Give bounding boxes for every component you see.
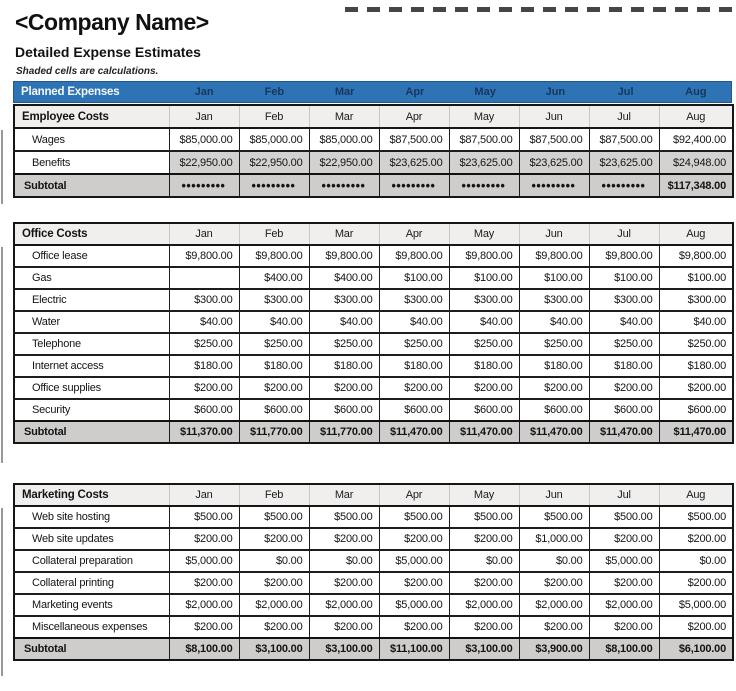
subtotal-value[interactable]: $11,770.00	[239, 421, 309, 443]
cell-value[interactable]: $250.00	[449, 333, 519, 355]
cell-value[interactable]: $300.00	[379, 289, 449, 311]
planned-expenses-header-row	[13, 81, 732, 103]
cell-value[interactable]: $9,800.00	[309, 245, 379, 267]
month-header-cell[interactable]: Mar	[334, 86, 355, 98]
cell-value[interactable]: $2,000.00	[519, 594, 589, 616]
cell-value[interactable]: $87,500.00	[589, 128, 659, 151]
row-label[interactable]: Collateral printing	[14, 572, 169, 594]
overflow-indicator-cell[interactable]: •••••••••	[449, 174, 519, 197]
cell-value[interactable]: $0.00	[309, 550, 379, 572]
cell-value[interactable]: $600.00	[379, 399, 449, 421]
subtotal-label[interactable]: Subtotal	[14, 421, 169, 443]
cell-value[interactable]: $87,500.00	[379, 128, 449, 151]
cell-value[interactable]: $500.00	[379, 506, 449, 528]
cell-value[interactable]: $200.00	[449, 377, 519, 399]
table-row	[14, 151, 733, 174]
cell-value[interactable]: $9,800.00	[169, 245, 239, 267]
cell-value[interactable]: $500.00	[519, 506, 589, 528]
subtotal-value[interactable]: $117,348.00	[659, 174, 733, 197]
cell-value[interactable]: $23,625.00	[379, 151, 449, 174]
cell-value[interactable]: $250.00	[169, 333, 239, 355]
cell-value[interactable]: $0.00	[449, 550, 519, 572]
month-header-cell[interactable]: Aug	[659, 105, 733, 128]
cell-value[interactable]: $500.00	[659, 506, 733, 528]
cell-value[interactable]: $40.00	[659, 311, 733, 333]
subtotal-value[interactable]: $3,100.00	[449, 638, 519, 660]
month-header-cell[interactable]: Aug	[659, 223, 733, 245]
cropped-dashed-row-artifact	[345, 7, 734, 12]
table-row	[14, 128, 733, 151]
row-label[interactable]: Electric	[14, 289, 169, 311]
month-header-cell[interactable]: Jun	[545, 86, 566, 98]
cell-value[interactable]: $5,000.00	[379, 550, 449, 572]
cell-value[interactable]: $2,000.00	[309, 594, 379, 616]
planned-expenses-months	[169, 86, 731, 98]
month-header-cell[interactable]: Feb	[264, 86, 285, 98]
overflow-indicator-cell[interactable]: •••••••••	[589, 174, 659, 197]
cell-value[interactable]: $40.00	[589, 311, 659, 333]
section-header-row	[14, 484, 733, 506]
section-header-row	[14, 223, 733, 245]
cell-value[interactable]: $300.00	[239, 289, 309, 311]
cell-value[interactable]: $400.00	[239, 267, 309, 289]
overflow-indicator-cell[interactable]: •••••••••	[309, 174, 379, 197]
cell-value[interactable]: $5,000.00	[379, 594, 449, 616]
cell-value[interactable]: $180.00	[239, 355, 309, 377]
cell-value[interactable]: $22,950.00	[239, 151, 309, 174]
cell-value[interactable]: $23,625.00	[449, 151, 519, 174]
cell-value[interactable]: $200.00	[169, 572, 239, 594]
row-label[interactable]: Gas	[14, 267, 169, 289]
cell-value[interactable]: $40.00	[169, 311, 239, 333]
overflow-indicator-cell[interactable]: •••••••••	[379, 174, 449, 197]
cell-value[interactable]: $100.00	[379, 267, 449, 289]
cell-value[interactable]: $600.00	[659, 399, 733, 421]
cell-value[interactable]: $87,500.00	[449, 128, 519, 151]
cell-value[interactable]: $200.00	[309, 616, 379, 638]
subtotal-value[interactable]: $11,770.00	[309, 421, 379, 443]
month-header-cell[interactable]: May	[474, 86, 496, 98]
cell-value[interactable]: $300.00	[659, 289, 733, 311]
table-row	[14, 399, 733, 421]
month-header-cell[interactable]: Mar	[309, 484, 379, 506]
cell-value[interactable]: $200.00	[659, 616, 733, 638]
subtotal-value[interactable]: $3,900.00	[519, 638, 589, 660]
month-header-cell[interactable]: Apr	[405, 86, 425, 98]
row-label[interactable]: Water	[14, 311, 169, 333]
cell-value[interactable]: $85,000.00	[239, 128, 309, 151]
cell-value[interactable]: $250.00	[519, 333, 589, 355]
cell-value[interactable]: $600.00	[169, 399, 239, 421]
cell-value[interactable]: $200.00	[239, 528, 309, 550]
cell-value[interactable]: $200.00	[309, 572, 379, 594]
cell-value[interactable]: $250.00	[379, 333, 449, 355]
month-header-cell[interactable]: Jul	[589, 223, 659, 245]
subtotal-value[interactable]: $3,100.00	[239, 638, 309, 660]
month-header-cell[interactable]: Jul	[589, 484, 659, 506]
cell-value[interactable]: $200.00	[379, 377, 449, 399]
cell-value[interactable]: $40.00	[519, 311, 589, 333]
month-header-cell[interactable]: Jan	[194, 86, 214, 98]
cell-value[interactable]: $180.00	[379, 355, 449, 377]
row-label[interactable]: Security	[14, 399, 169, 421]
cell-value[interactable]: $23,625.00	[589, 151, 659, 174]
cell-value[interactable]: $5,000.00	[169, 550, 239, 572]
cell-value[interactable]: $24,948.00	[659, 151, 733, 174]
month-header-cell[interactable]: Jan	[169, 223, 239, 245]
cell-value[interactable]: $2,000.00	[589, 594, 659, 616]
cell-value[interactable]: $0.00	[239, 550, 309, 572]
cell-value[interactable]: $9,800.00	[519, 245, 589, 267]
subtotal-value[interactable]: $6,100.00	[659, 638, 733, 660]
cell-value[interactable]: $0.00	[659, 550, 733, 572]
row-label[interactable]: Internet access	[14, 355, 169, 377]
overflow-indicator-cell[interactable]: •••••••••	[519, 174, 589, 197]
cell-value[interactable]: $200.00	[449, 616, 519, 638]
overflow-indicator-cell[interactable]: •••••••••	[239, 174, 309, 197]
cell-value[interactable]: $23,625.00	[519, 151, 589, 174]
employee-costs-table	[13, 104, 734, 198]
subtotal-value[interactable]: $11,470.00	[519, 421, 589, 443]
cell-value[interactable]: $180.00	[169, 355, 239, 377]
cell-value[interactable]: $200.00	[519, 616, 589, 638]
cell-value[interactable]: $300.00	[309, 289, 379, 311]
cell-value[interactable]: $1,000.00	[519, 528, 589, 550]
subtotal-value[interactable]: $11,100.00	[379, 638, 449, 660]
cell-value[interactable]: $100.00	[519, 267, 589, 289]
cell-value[interactable]: $22,950.00	[309, 151, 379, 174]
month-header-cell[interactable]: May	[449, 223, 519, 245]
cell-value[interactable]: $250.00	[659, 333, 733, 355]
cell-value[interactable]: $300.00	[589, 289, 659, 311]
cell-value[interactable]: $200.00	[169, 377, 239, 399]
subtotal-value[interactable]: $3,100.00	[309, 638, 379, 660]
subtotal-value[interactable]: $8,100.00	[589, 638, 659, 660]
cell-value[interactable]: $200.00	[169, 528, 239, 550]
cell-value[interactable]: $200.00	[449, 528, 519, 550]
row-label[interactable]: Office supplies	[14, 377, 169, 399]
cell-value[interactable]: $87,500.00	[519, 128, 589, 151]
subtotal-value[interactable]: $11,370.00	[169, 421, 239, 443]
cell-value[interactable]: $100.00	[449, 267, 519, 289]
cell-value[interactable]: $180.00	[309, 355, 379, 377]
table-row	[14, 355, 733, 377]
month-header-cell[interactable]: Feb	[239, 223, 309, 245]
table-row	[14, 528, 733, 550]
cell-value[interactable]: $180.00	[659, 355, 733, 377]
sheet-edge-gridline	[1, 508, 3, 676]
month-header-cell[interactable]: Apr	[379, 484, 449, 506]
month-header-cell[interactable]: Aug	[685, 86, 707, 98]
cell-value[interactable]: $250.00	[239, 333, 309, 355]
cell-value[interactable]: $22,950.00	[169, 151, 239, 174]
cell-value[interactable]: $0.00	[519, 550, 589, 572]
cell-value[interactable]: $200.00	[309, 377, 379, 399]
month-header-cell[interactable]: May	[449, 484, 519, 506]
cell-value[interactable]: $200.00	[379, 572, 449, 594]
subtotal-value[interactable]: $11,470.00	[589, 421, 659, 443]
cell-value[interactable]: $200.00	[589, 616, 659, 638]
cell-value[interactable]: $180.00	[449, 355, 519, 377]
cell-value[interactable]: $300.00	[449, 289, 519, 311]
cell-value[interactable]: $200.00	[519, 377, 589, 399]
section-header-row	[14, 105, 733, 128]
cell-value[interactable]: $200.00	[169, 616, 239, 638]
cell-value[interactable]: $180.00	[519, 355, 589, 377]
cell-value[interactable]: $9,800.00	[659, 245, 733, 267]
sheet-edge-gridline	[1, 247, 3, 463]
cell-value[interactable]: $200.00	[589, 377, 659, 399]
section-label[interactable]: Employee Costs	[14, 105, 169, 128]
month-header-cell[interactable]: Feb	[239, 105, 309, 128]
cell-value[interactable]: $600.00	[239, 399, 309, 421]
cell-value[interactable]: $2,000.00	[239, 594, 309, 616]
cell-value[interactable]: $600.00	[449, 399, 519, 421]
subtotal-row	[14, 421, 733, 443]
cell-value[interactable]: $40.00	[379, 311, 449, 333]
cell-value[interactable]: $5,000.00	[589, 550, 659, 572]
cell-value[interactable]: $9,800.00	[239, 245, 309, 267]
cell-value[interactable]: $250.00	[589, 333, 659, 355]
cell-value[interactable]: $40.00	[309, 311, 379, 333]
row-label[interactable]: Collateral preparation	[14, 550, 169, 572]
cell-value[interactable]: $500.00	[309, 506, 379, 528]
table-row	[14, 506, 733, 528]
office-costs-table	[13, 222, 734, 444]
month-header-cell[interactable]: Apr	[379, 223, 449, 245]
cell-value[interactable]: $200.00	[449, 572, 519, 594]
table-row	[14, 311, 733, 333]
cell-value[interactable]: $200.00	[659, 528, 733, 550]
row-label[interactable]: Web site hosting	[14, 506, 169, 528]
cell-value[interactable]: $200.00	[659, 572, 733, 594]
subtotal-value[interactable]: $11,470.00	[449, 421, 519, 443]
subtotal-value[interactable]: $11,470.00	[379, 421, 449, 443]
cell-value[interactable]: $40.00	[239, 311, 309, 333]
table-row	[14, 377, 733, 399]
page-title: <Company Name>	[15, 9, 209, 35]
cell-value[interactable]: $2,000.00	[449, 594, 519, 616]
month-header-cell[interactable]: Jan	[169, 484, 239, 506]
cell-value[interactable]	[169, 267, 239, 289]
row-label[interactable]: Office lease	[14, 245, 169, 267]
cell-value[interactable]: $200.00	[379, 616, 449, 638]
month-header-cell[interactable]: Jun	[519, 105, 589, 128]
cell-value[interactable]: $180.00	[589, 355, 659, 377]
month-header-cell[interactable]: Aug	[659, 484, 733, 506]
cell-value[interactable]: $500.00	[589, 506, 659, 528]
cell-value[interactable]: $92,400.00	[659, 128, 733, 151]
cell-value[interactable]: $5,000.00	[659, 594, 733, 616]
cell-value[interactable]: $200.00	[519, 572, 589, 594]
row-label[interactable]: Web site updates	[14, 528, 169, 550]
month-header-cell[interactable]: Jun	[519, 223, 589, 245]
table-row	[14, 245, 733, 267]
subtotal-label[interactable]: Subtotal	[14, 174, 169, 197]
cell-value[interactable]: $500.00	[169, 506, 239, 528]
table-row	[14, 289, 733, 311]
subtotal-value[interactable]: $11,470.00	[659, 421, 733, 443]
table-row	[14, 333, 733, 355]
cell-value[interactable]: $400.00	[309, 267, 379, 289]
cell-value[interactable]: $200.00	[239, 377, 309, 399]
month-header-cell[interactable]: Apr	[379, 105, 449, 128]
month-header-cell[interactable]: Jan	[169, 105, 239, 128]
month-header-cell[interactable]: Jul	[617, 86, 634, 98]
month-header-cell[interactable]: Jun	[519, 484, 589, 506]
cell-value[interactable]: $9,800.00	[589, 245, 659, 267]
row-label[interactable]: Miscellaneous expenses	[14, 616, 169, 638]
calculation-note: Shaded cells are calculations.	[16, 66, 159, 77]
month-header-cell[interactable]: Jul	[589, 105, 659, 128]
cell-value[interactable]: $300.00	[519, 289, 589, 311]
cell-value[interactable]: $40.00	[449, 311, 519, 333]
row-label[interactable]: Benefits	[14, 151, 169, 174]
cell-value[interactable]: $200.00	[589, 572, 659, 594]
overflow-indicator-cell[interactable]: •••••••••	[169, 174, 239, 197]
month-header-cell[interactable]: Mar	[309, 223, 379, 245]
cell-value[interactable]: $200.00	[239, 616, 309, 638]
cell-value[interactable]: $200.00	[379, 528, 449, 550]
cell-value[interactable]: $9,800.00	[379, 245, 449, 267]
cell-value[interactable]: $600.00	[519, 399, 589, 421]
subtotal-value[interactable]: $8,100.00	[169, 638, 239, 660]
cell-value[interactable]: $200.00	[309, 528, 379, 550]
sheet-edge-gridline	[1, 130, 3, 204]
section-label[interactable]: Marketing Costs	[14, 484, 169, 506]
cell-value[interactable]: $85,000.00	[309, 128, 379, 151]
table-row	[14, 550, 733, 572]
table-row	[14, 572, 733, 594]
month-header-cell[interactable]: Feb	[239, 484, 309, 506]
cell-value[interactable]: $600.00	[589, 399, 659, 421]
cell-value[interactable]: $600.00	[309, 399, 379, 421]
row-label[interactable]: Wages	[14, 128, 169, 151]
month-header-cell[interactable]: Mar	[309, 105, 379, 128]
subtotal-row	[14, 174, 733, 197]
cell-value[interactable]: $100.00	[589, 267, 659, 289]
month-header-cell[interactable]: May	[449, 105, 519, 128]
cell-value[interactable]: $9,800.00	[449, 245, 519, 267]
cell-value[interactable]: $100.00	[659, 267, 733, 289]
table-row	[14, 594, 733, 616]
cell-value[interactable]: $300.00	[169, 289, 239, 311]
table-row	[14, 616, 733, 638]
table-row	[14, 267, 733, 289]
row-label[interactable]: Telephone	[14, 333, 169, 355]
cell-value[interactable]: $500.00	[449, 506, 519, 528]
page-subtitle: Detailed Expense Estimates	[15, 44, 201, 60]
cell-value[interactable]: $200.00	[239, 572, 309, 594]
marketing-costs-table	[13, 483, 734, 661]
cell-value[interactable]: $85,000.00	[169, 128, 239, 151]
planned-expenses-label[interactable]: Planned Expenses	[21, 86, 120, 98]
cell-value[interactable]: $200.00	[589, 528, 659, 550]
subtotal-label[interactable]: Subtotal	[14, 638, 169, 660]
cell-value[interactable]: $250.00	[309, 333, 379, 355]
section-label[interactable]: Office Costs	[14, 223, 169, 245]
cell-value[interactable]: $2,000.00	[169, 594, 239, 616]
cell-value[interactable]: $200.00	[659, 377, 733, 399]
row-label[interactable]: Marketing events	[14, 594, 169, 616]
cell-value[interactable]: $500.00	[239, 506, 309, 528]
subtotal-row	[14, 638, 733, 660]
